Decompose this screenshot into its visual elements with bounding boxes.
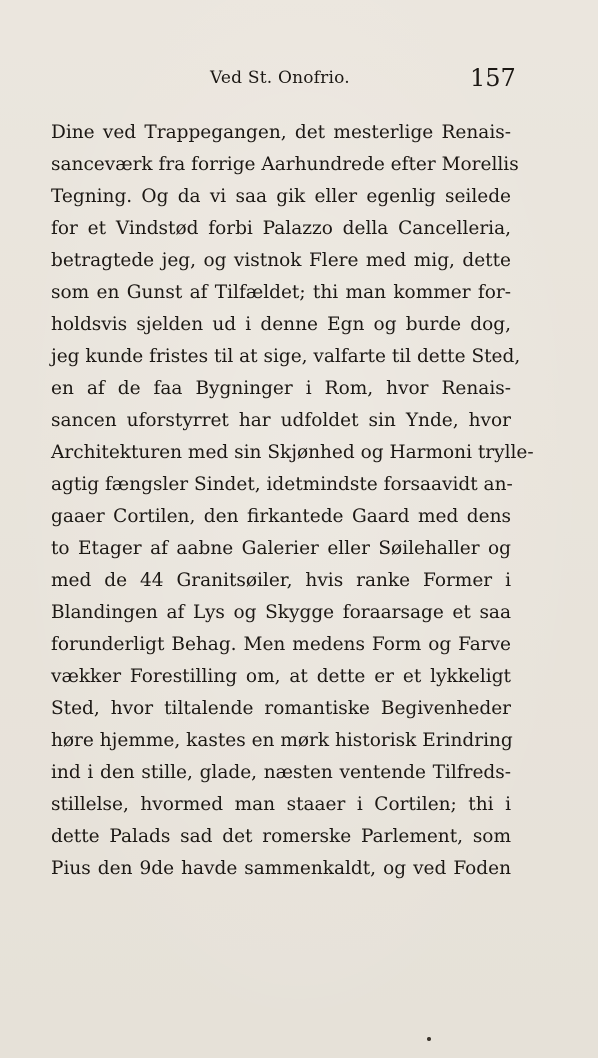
- text-line: Tegning. Og da vi saa gik eller egenlig seilede: [51, 186, 511, 207]
- text-line: ind i den stille, glade, næsten ventende Tilfreds-: [51, 762, 511, 783]
- text-line: Architekturen med sin Skjønhed og Harmoni trylle-: [51, 442, 534, 463]
- text-line: agtig fængsler Sindet, idetmindste forsaavidt an-: [51, 474, 513, 495]
- page-number: 157: [470, 64, 516, 92]
- text-line: Pius den 9de havde sammenkaldt, og ved Foden: [51, 858, 511, 879]
- text-line: dette Palads sad det romerske Parlement, som: [51, 826, 511, 847]
- text-line: som en Gunst af Tilfældet; thi man kommer for-: [51, 282, 511, 303]
- text-line: sancen uforstyrret har udfoldet sin Ynde, hvor: [51, 410, 511, 431]
- text-line: en af de faa Bygninger i Rom, hvor Renais-: [51, 378, 511, 399]
- text-line: vækker Forestilling om, at dette er et lykkeligt: [51, 666, 511, 687]
- text-line: Sted, hvor tiltalende romantiske Begivenheder: [51, 698, 511, 719]
- text-line: Dine ved Trappegangen, det mesterlige Renais-: [51, 122, 511, 143]
- text-line: forunderligt Behag. Men medens Form og Farve: [51, 634, 511, 655]
- text-line: Blandingen af Lys og Skygge foraarsage et saa: [51, 602, 511, 623]
- text-line: betragtede jeg, og vistnok Flere med mig, dette: [51, 250, 511, 271]
- body-text: [51, 117, 534, 885]
- text-line: sanceværk fra forrige Aarhundrede efter Morellis: [51, 154, 519, 175]
- ink-speck: [427, 1037, 431, 1041]
- text-line: jeg kunde fristes til at sige, valfarte til dette Sted,: [51, 346, 521, 367]
- text-line: høre hjemme, kastes en mørk historisk Erindring: [51, 730, 513, 751]
- text-line: med de 44 Granitsøiler, hvis ranke Former i: [51, 570, 511, 591]
- text-line: holdsvis sjelden ud i denne Egn og burde dog,: [51, 314, 511, 335]
- text-line: stillelse, hvormed man staaer i Cortilen; thi i: [51, 794, 511, 815]
- text-line: gaaer Cortilen, den firkantede Gaard med dens: [51, 506, 511, 527]
- running-head: Ved St. Onofrio.: [210, 68, 350, 88]
- text-line: for et Vindstød forbi Palazzo della Cancelleria,: [51, 218, 511, 239]
- text-line: to Etager af aabne Galerier eller Søilehaller og: [51, 538, 511, 559]
